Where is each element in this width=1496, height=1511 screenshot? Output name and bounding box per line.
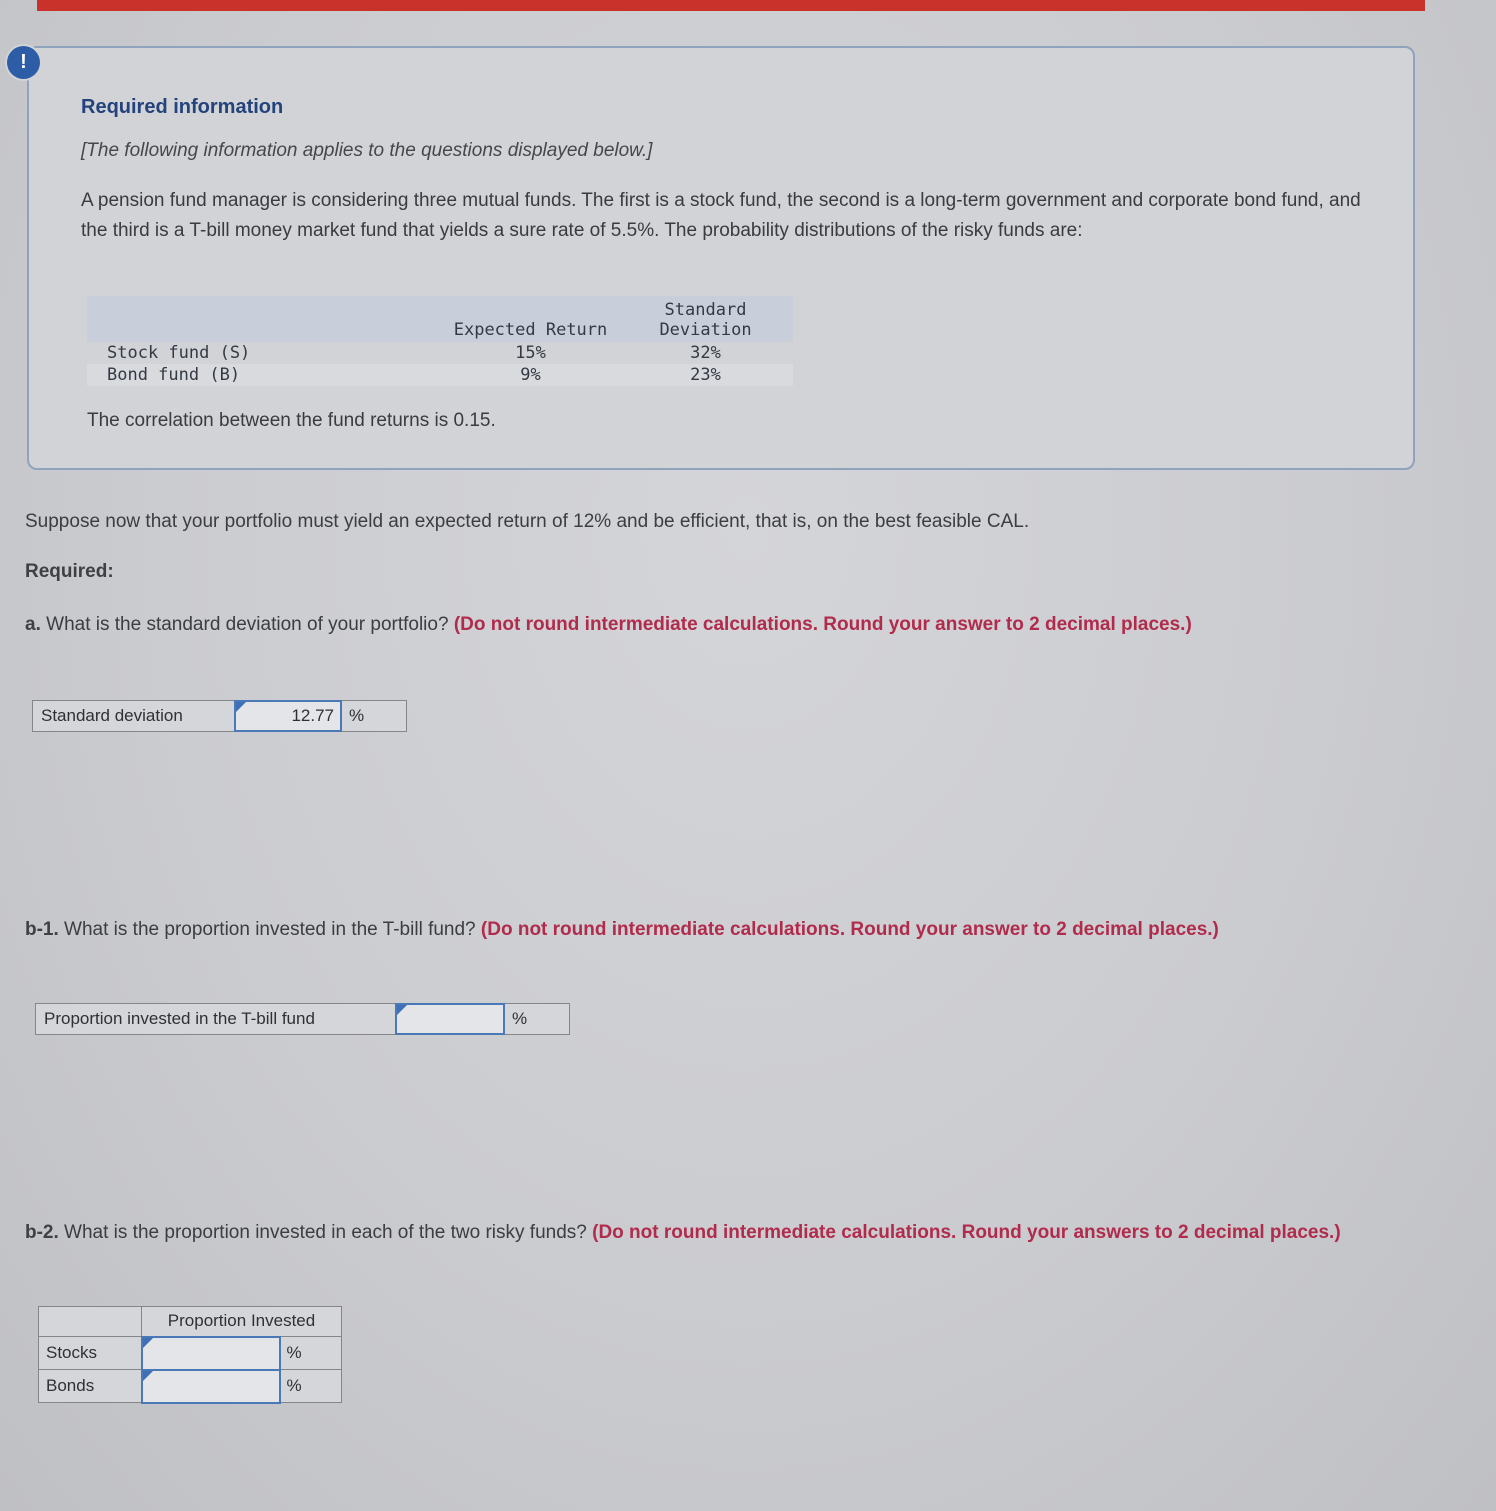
bonds-label: Bonds [39,1370,142,1403]
fund-label: Stock fund (S) [107,343,251,363]
part-b2-prefix: b-2. [25,1222,59,1243]
expected-return-value: 9% [520,365,541,385]
bonds-input-cell [142,1370,280,1403]
part-a-emphasis: (Do not round intermediate calculations. Round your answer to 2 decimal places.) [453,614,1192,635]
tbill-proportion-input[interactable] [397,1005,503,1033]
stocks-row [39,1337,342,1370]
standard-deviation-answer-row [32,700,407,732]
standard-deviation-value: 32% [690,343,721,363]
stocks-label: Stocks [39,1337,142,1370]
part-b1-text: What is the proportion invested in the T-bill fund? [58,919,481,940]
answer-input-cell [395,1003,505,1035]
tbill-proportion-answer-row [35,1003,570,1035]
fund-table-header-row [87,296,793,342]
comment-marker-icon [236,702,246,712]
percent-suffix: % [280,1337,342,1370]
question-intro: Suppose now that your portfolio must yield an expected return of 12% and be efficient, that is, on the best feasible CAL. [25,511,1030,532]
part-b1-prefix: b-1. [25,919,59,940]
stocks-proportion-input[interactable] [143,1338,279,1369]
bonds-proportion-input[interactable] [143,1371,279,1402]
proportion-invested-header: Proportion Invested [142,1307,342,1337]
standard-deviation-value: 23% [690,365,721,385]
required-information-title: Required information [81,96,284,118]
fund-label: Bond fund (B) [107,365,241,385]
comment-marker-icon [143,1338,153,1348]
part-b2-question [25,1218,1413,1248]
part-a-text: What is the standard deviation of your portfolio? [40,614,454,635]
required-information-panel [27,46,1415,470]
correlation-note: The correlation between the fund returns is 0.15. [87,410,496,431]
part-b2-emphasis: (Do not round intermediate calculations. Round your answers to 2 decimal places.) [592,1222,1341,1243]
table-row-bond-fund [87,364,793,386]
percent-suffix: % [280,1370,342,1403]
comment-marker-icon [143,1371,153,1381]
notification-top-bar [37,0,1425,11]
answer-label: Proportion invested in the T-bill fund [35,1003,395,1035]
part-b2-text: What is the proportion invested in each of the two risky funds? [58,1222,593,1243]
percent-suffix: % [342,700,407,732]
info-scope-note: [The following information applies to the questions displayed below.] [81,140,653,161]
standard-deviation-header-text: Standard Deviation [659,300,752,340]
fund-table-col-expected-return: Expected Return [453,320,608,340]
part-a-prefix: a. [25,614,41,635]
required-heading: Required: [25,561,114,582]
part-b1-question [25,915,1390,945]
proportion-table-corner-cell [39,1307,142,1337]
question-setup-paragraph: A pension fund manager is considering three mutual funds. The first is a stock fund, the second is a long-term government and corporate bond fund, and the third is a T-bill money market fund that yields a sure rate of 5.5%. The probability distributions of the risky funds are: [81,190,1361,241]
fund-table-col-standard-deviation [618,300,793,340]
comment-marker-icon [397,1005,407,1015]
stocks-input-cell [142,1337,280,1370]
proportion-table-header-row [39,1307,342,1337]
proportion-invested-table [38,1306,342,1404]
part-a-question [25,610,1365,640]
table-row-stock-fund [87,342,793,364]
answer-input-cell [234,700,342,732]
answer-label: Standard deviation [32,700,234,732]
percent-suffix: % [505,1003,570,1035]
alert-exclamation-icon [7,46,40,79]
bonds-row [39,1370,342,1403]
exclamation-glyph: ! [20,51,27,73]
fund-stats-table [87,296,793,386]
expected-return-value: 15% [515,343,546,363]
part-b1-emphasis: (Do not round intermediate calculations. Round your answer to 2 decimal places.) [480,919,1219,940]
standard-deviation-input[interactable] [236,702,340,730]
